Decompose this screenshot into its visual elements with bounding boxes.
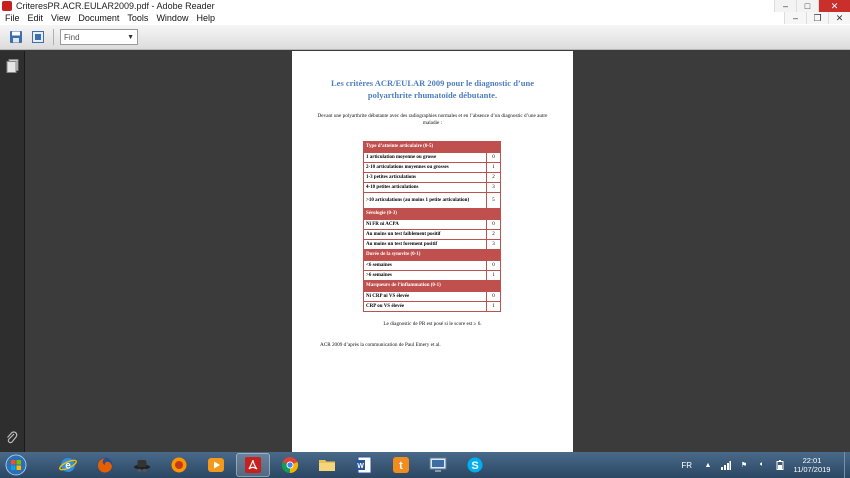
pages-panel-button[interactable] [6, 59, 19, 76]
taskbar-toolbox[interactable] [384, 453, 418, 477]
window-title: CriteresPR.ACR.EULAR2009.pdf - Adobe Reader [16, 1, 215, 11]
criterion-label: 4-10 petites articulations [364, 183, 487, 193]
criteria-table [363, 141, 501, 312]
network-icon[interactable] [720, 460, 732, 470]
skype-icon [466, 456, 484, 474]
table-row [364, 153, 501, 163]
page-nav-button[interactable] [29, 28, 47, 46]
title-bar [0, 0, 850, 12]
document-intro: Devant une polyarthrite débutante avec des radiographies normales et en l’absence d’un diagnostic d’une autre maladie : [317, 113, 548, 126]
svg-text:e: e [65, 460, 71, 472]
toolbar-separator [53, 29, 54, 45]
criterion-score: 2 [487, 173, 501, 183]
find-input[interactable] [60, 29, 138, 45]
criterion-label: CRP ou VS élevée [364, 302, 487, 312]
criterion-label: Ni FR ni ACPA [364, 220, 487, 230]
toolbar [0, 25, 850, 50]
menu-document[interactable]: Document [78, 13, 120, 23]
tray-expand-icon[interactable]: ▲ [704, 461, 712, 469]
close-button[interactable]: ✕ [818, 0, 850, 12]
firefox-icon [96, 456, 114, 474]
table-section-header [364, 142, 501, 153]
menu-window[interactable]: Window [156, 13, 189, 23]
criterion-label: >6 semaines [364, 271, 487, 281]
internet-explorer-icon [59, 456, 77, 474]
menu-tools[interactable]: Tools [127, 13, 149, 23]
table-row [364, 302, 501, 312]
criterion-label: 1 articulation moyenne ou grosse [364, 153, 487, 163]
criterion-score: 0 [487, 261, 501, 271]
save-button[interactable] [7, 28, 25, 46]
table-row [364, 220, 501, 230]
spy-hat-icon [133, 456, 151, 474]
system-tray [681, 452, 850, 478]
taskbar-word[interactable] [347, 453, 381, 477]
navigation-panel [0, 51, 25, 452]
clock-time: 22:01 [802, 456, 822, 465]
doc-minimize-button[interactable]: – [784, 12, 806, 24]
section-header-serology: Sérologie (0-3) [364, 209, 501, 220]
criterion-score: 5 [487, 193, 501, 209]
table-row [364, 292, 501, 302]
menu-help[interactable]: Help [196, 13, 215, 23]
table-row [364, 261, 501, 271]
toolbox-icon [392, 456, 410, 474]
criterion-score: 0 [487, 292, 501, 302]
document-source: ACR 2009 d’après la communication de Paul Emery et al. [320, 342, 441, 348]
firefox-alt-icon [170, 456, 188, 474]
volume-icon[interactable]: 🔈︎ [759, 461, 765, 468]
start-button[interactable] [3, 452, 29, 478]
table-row [364, 271, 501, 281]
menu-edit[interactable]: Edit [27, 13, 44, 23]
taskbar-spy-browser[interactable] [125, 453, 159, 477]
pages-icon [6, 59, 19, 73]
window-controls [774, 0, 850, 12]
section-header-articular: Type d’atteinte articulaire (0-5) [364, 142, 501, 153]
criterion-label: >10 articulations (au moins 1 petite articulation) [364, 193, 487, 209]
criterion-label: Au moins un test forement positif [364, 240, 487, 250]
section-header-inflammation: Marqueurs de l’inflammation (0-1) [364, 281, 501, 292]
flag-icon[interactable]: ⚑ [740, 462, 748, 469]
battery-icon[interactable] [774, 460, 786, 470]
criterion-score: 0 [487, 153, 501, 163]
criterion-score: 3 [487, 240, 501, 250]
document-window-controls [784, 12, 850, 24]
folder-icon [318, 456, 336, 474]
svg-text:t: t [399, 460, 403, 472]
criterion-score: 1 [487, 271, 501, 281]
word-icon [355, 456, 373, 474]
attachments-button[interactable] [5, 431, 19, 448]
criterion-score: 1 [487, 163, 501, 173]
document-title: Les critères ACR/EULAR 2009 pour le diagnostic d’une polyarthrite rhumatoïde débutante. [331, 78, 534, 100]
criterion-label: <6 semaines [364, 261, 487, 271]
criterion-score: 2 [487, 230, 501, 240]
criterion-score: 3 [487, 183, 501, 193]
remote-desktop-icon [429, 456, 447, 474]
table-section-header [364, 250, 501, 261]
table-row [364, 183, 501, 193]
save-icon [9, 30, 23, 44]
paperclip-icon [5, 431, 19, 445]
table-row [364, 240, 501, 250]
taskbar-file-explorer[interactable] [310, 453, 344, 477]
taskbar-internet-explorer[interactable] [51, 453, 85, 477]
taskbar-firefox[interactable] [88, 453, 122, 477]
svg-text:W: W [357, 463, 364, 470]
minimize-button[interactable]: – [774, 0, 796, 12]
language-indicator[interactable]: FR [681, 460, 692, 470]
svg-text:S: S [471, 460, 479, 472]
page-nav-icon [31, 30, 45, 44]
pdf-page [292, 51, 573, 452]
criterion-score: 0 [487, 220, 501, 230]
maximize-button[interactable]: □ [796, 0, 818, 12]
taskbar-chrome[interactable] [273, 453, 307, 477]
taskbar-remote-desktop[interactable] [421, 453, 455, 477]
windows-logo-icon [5, 454, 27, 476]
criterion-score: 1 [487, 302, 501, 312]
table-row [364, 193, 501, 209]
menu-view[interactable]: View [51, 13, 71, 23]
table-row [364, 230, 501, 240]
menu-bar [0, 12, 850, 25]
doc-restore-button[interactable]: ❐ [806, 12, 828, 24]
section-header-synovitis: Durée de la synovite (0-1) [364, 250, 501, 261]
taskbar-media-player[interactable] [199, 453, 233, 477]
taskbar-adobe-reader[interactable] [236, 453, 270, 477]
table-section-header [364, 209, 501, 220]
chrome-icon [281, 456, 299, 474]
chevron-down-icon[interactable]: ▼ [127, 33, 134, 41]
document-viewer[interactable] [26, 51, 850, 452]
find-placeholder: Find [64, 32, 80, 42]
criterion-label: Ni CRP ni VS élevée [364, 292, 487, 302]
show-desktop-button[interactable] [844, 452, 850, 478]
document-conclusion: Le diagnostic de PR est posé si le score est ≥ 6. [383, 321, 482, 327]
clock[interactable] [792, 456, 832, 474]
criterion-label: 2-10 articulations moyennes ou grosses [364, 163, 487, 173]
clock-date: 11/07/2019 [793, 465, 831, 474]
doc-close-button[interactable]: ✕ [828, 12, 850, 24]
table-row [364, 173, 501, 183]
table-section-header [364, 281, 501, 292]
criterion-label: Au moins un test faiblement positif [364, 230, 487, 240]
media-player-icon [207, 456, 225, 474]
taskbar [0, 452, 850, 478]
criterion-label: 1-3 petites articulations [364, 173, 487, 183]
menu-file[interactable]: File [5, 13, 20, 23]
table-row [364, 163, 501, 173]
taskbar-firefox-alt[interactable] [162, 453, 196, 477]
taskbar-skype[interactable] [458, 453, 492, 477]
adobe-reader-taskbar-icon [244, 456, 262, 474]
adobe-reader-icon [2, 1, 12, 11]
